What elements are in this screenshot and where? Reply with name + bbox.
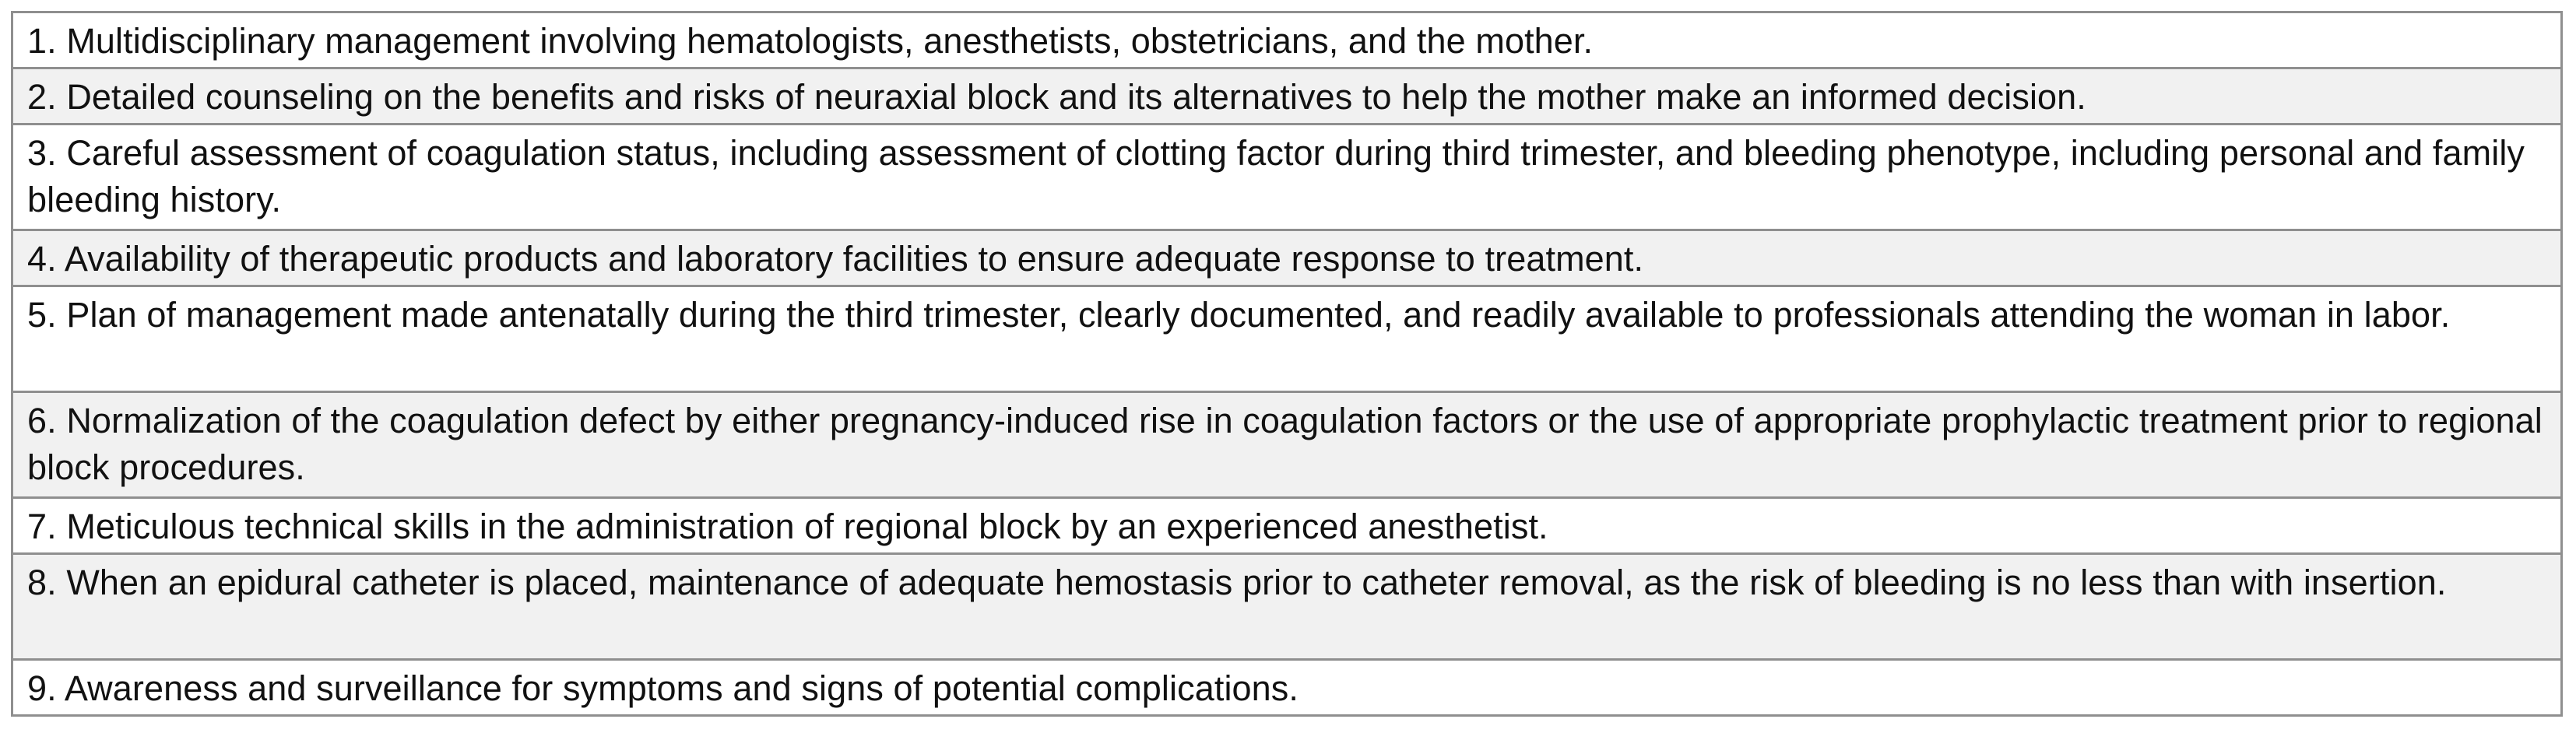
table-row: 1. Multidisciplinary management involving hematologists, anesthetists, obstetricians, and the mother. — [13, 13, 2560, 69]
table-row: 7. Meticulous technical skills in the administration of regional block by an experienced anesthetist. — [13, 499, 2560, 555]
recommendations-table — [11, 11, 2563, 717]
table-row: 9. Awareness and surveillance for symptoms and signs of potential complications. — [13, 661, 2560, 717]
table-row: 5. Plan of management made antenatally during the third trimester, clearly documented, and readily available to professionals attending the woman in labor. — [13, 287, 2560, 393]
table-row: 8. When an epidural catheter is placed, maintenance of adequate hemostasis prior to catheter removal, as the risk of bleeding is no less than with insertion. — [13, 555, 2560, 661]
table-row: 6. Normalization of the coagulation defect by either pregnancy-induced rise in coagulation factors or the use of appropriate prophylactic treatment prior to regional block procedures. — [13, 393, 2560, 499]
table-row: 2. Detailed counseling on the benefits and risks of neuraxial block and its alternatives to help the mother make an informed decision. — [13, 69, 2560, 125]
table-row: 3. Careful assessment of coagulation status, including assessment of clotting factor during third trimester, and bleeding phenotype, including personal and family bleeding history. — [13, 125, 2560, 231]
table-row: 4. Availability of therapeutic products and laboratory facilities to ensure adequate response to treatment. — [13, 231, 2560, 287]
